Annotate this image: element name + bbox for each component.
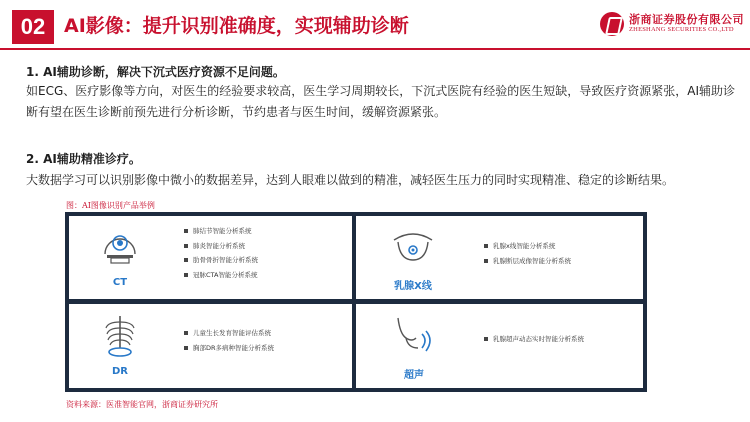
point-2-body: 大数据学习可以识别影像中微小的数据差异，达到人眼难以做到的精准，减轻医生压力的同时实现精准、稳定的诊断结果。 (26, 173, 675, 187)
point-2-heading: 2. AI辅助精准诊疗。 (26, 152, 141, 166)
list-item: 肺炎智能分析系统 (184, 239, 258, 254)
list-item: 乳腺断层成像智能分析系统 (484, 254, 571, 269)
logo-english-name: ZHESHANG SECURITIES CO.,LTD (629, 26, 734, 33)
list-item: 肺结节智能分析系统 (184, 224, 258, 239)
ct-label: CT (112, 277, 128, 288)
list-item: 儿童生长发育智能评估系统 (184, 326, 274, 341)
list-item: 肋骨骨折智能分析系统 (184, 253, 258, 268)
list-item: 胸部DR多病种智能分析系统 (184, 341, 274, 356)
company-logo (600, 11, 744, 37)
mammography-panel (356, 216, 643, 299)
ultrasound-icon (392, 312, 436, 358)
ct-panel (69, 216, 352, 299)
ai-imaging-products-figure (65, 212, 647, 392)
page-title: AI影像：提升识别准确度，实现辅助诊断 (64, 15, 409, 37)
logo-chinese-name: 浙商证券股份有限公司 (629, 13, 744, 26)
ultrasound-product-list (484, 332, 584, 347)
list-item: 乳腺x线智能分析系统 (484, 239, 571, 254)
list-item: 乳腺超声动态实时智能分析系统 (484, 332, 584, 347)
ultrasound-label: 超声 (404, 370, 424, 381)
dr-label: DR (111, 366, 128, 377)
mammography-product-list (484, 239, 571, 268)
section-number: 02 (12, 10, 54, 44)
header-divider (0, 48, 750, 50)
dr-product-list (184, 326, 274, 355)
ct-scanner-icon (99, 224, 141, 266)
ct-product-list (184, 224, 258, 282)
list-item: 冠脉CTA智能分析系统 (184, 268, 258, 283)
figure-source: 资料来源：医准智能官网，浙商证券研究所 (66, 400, 218, 409)
point-1-heading: 1. AI辅助诊断，解决下沉式医疗资源不足问题。 (26, 65, 285, 79)
zheshang-logo-icon (600, 12, 624, 36)
mammography-label: 乳腺X线 (394, 281, 432, 292)
header (0, 0, 750, 48)
figure-caption: 图：AI图像识别产品举例 (66, 201, 155, 210)
dr-panel (69, 304, 352, 388)
ultrasound-panel (356, 304, 643, 388)
chest-xray-icon (99, 312, 141, 358)
point-1-body: 如ECG、医疗影像等方向，对医生的经验要求较高，医生学习周期较长，下沉式医院有经验的医生短缺，导致医疗资源紧张，AI辅助诊断有望在医生诊断前预先进行分析诊断，节约患者与医生时间，缓解资源紧张。 (26, 84, 736, 119)
breast-icon (390, 226, 436, 266)
